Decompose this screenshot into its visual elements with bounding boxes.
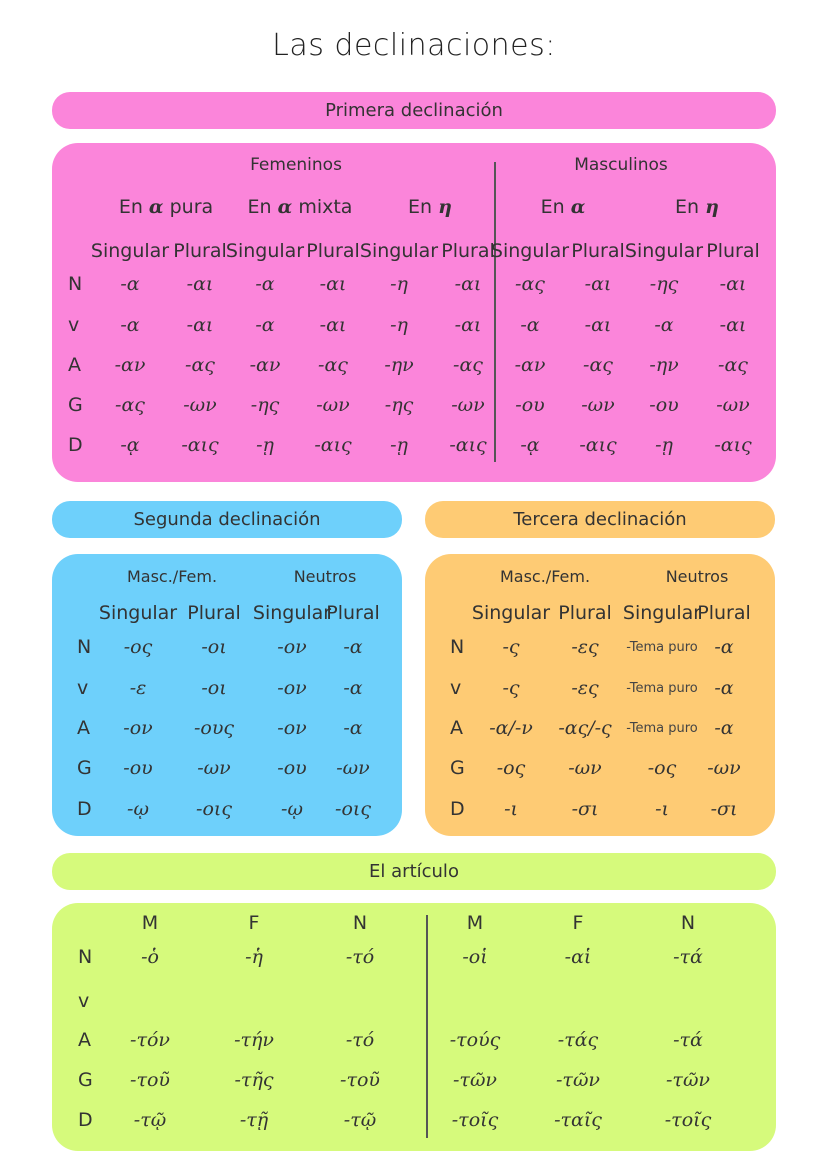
number-label: Plural <box>697 602 751 624</box>
case-label: D <box>77 798 92 820</box>
ending-cell: -α <box>714 717 734 739</box>
article-cell: -τά <box>673 1029 703 1051</box>
ending-cell: -ων <box>183 394 217 416</box>
masc-fem-label: Masc./Fem. <box>126 567 218 586</box>
group-label: En α <box>540 196 586 218</box>
group-label: En α pura <box>118 196 214 218</box>
article-cell: -τάς <box>557 1029 599 1051</box>
case-label: A <box>78 1029 91 1051</box>
second-declension-header: Segunda declinación <box>52 501 402 538</box>
ending-cell: -ῳ <box>127 798 149 820</box>
ending-cell: -ος <box>123 636 153 658</box>
ending-cell: -αι <box>454 273 482 295</box>
case-label: v <box>450 677 462 699</box>
ending-cell: -σι <box>710 798 738 820</box>
article-cell: -τῷ <box>133 1109 167 1131</box>
ending-cell: -ου <box>649 394 679 416</box>
ending-cell: -ς <box>502 636 520 658</box>
ending-cell: -αι <box>584 273 612 295</box>
number-label: Singular <box>225 240 305 262</box>
number-label: Singular <box>90 240 170 262</box>
article-cell: -αἱ <box>564 946 592 968</box>
ending-cell: -οι <box>201 677 227 699</box>
ending-cell: -αι <box>584 314 612 336</box>
ending-cell: -αις <box>449 434 487 456</box>
number-label: Singular <box>98 602 178 624</box>
ending-cell: -ῃ <box>256 434 274 456</box>
ending-cell: -αις <box>714 434 752 456</box>
ending-cell: -αις <box>181 434 219 456</box>
ending-cell: -α <box>714 677 734 699</box>
article-cell: -ὁ <box>141 946 159 968</box>
article-cell: -τήν <box>234 1029 274 1051</box>
article-cell: -τῇ <box>239 1109 269 1131</box>
ending-cell: -ες <box>571 636 599 658</box>
number-label: Plural <box>306 240 360 262</box>
ending-cell: -ων <box>707 757 741 779</box>
ending-cell: -α <box>714 636 734 658</box>
ending-cell: -α <box>520 314 540 336</box>
ending-cell: -σι <box>571 798 599 820</box>
ending-cell: -ον <box>277 636 307 658</box>
ending-cell: -ῃ <box>655 434 673 456</box>
case-label: v <box>78 990 90 1012</box>
ending-cell: -ᾳ <box>120 434 140 456</box>
ending-cell: -α/-ν <box>489 717 533 739</box>
ending-cell: -οι <box>201 636 227 658</box>
case-label: N <box>77 636 92 658</box>
case-label: N <box>78 946 93 968</box>
number-label: Plural <box>706 240 760 262</box>
ending-cell: -ον <box>277 677 307 699</box>
article-cell: -τόν <box>130 1029 170 1051</box>
ending-cell: -αι <box>186 314 214 336</box>
article-cell: -τό <box>345 1029 375 1051</box>
ending-cell: -ος <box>496 757 526 779</box>
case-label: D <box>450 798 465 820</box>
number-label: Singular <box>359 240 439 262</box>
gender-label: M <box>141 912 159 934</box>
article-cell: -τοῦ <box>130 1069 170 1091</box>
ending-cell: -ι <box>655 798 669 820</box>
ending-cell: -ων <box>451 394 485 416</box>
article-divider <box>426 915 428 1138</box>
article-cell: -τά <box>673 946 703 968</box>
article-cell: -οἱ <box>462 946 488 968</box>
article-cell: -τῆς <box>234 1069 274 1091</box>
article-header: El artículo <box>52 853 776 890</box>
masculine-label: Masculinos <box>574 155 668 175</box>
ending-cell: -ων <box>316 394 350 416</box>
ending-cell: -ες <box>571 677 599 699</box>
case-label: N <box>68 273 83 295</box>
article-cell: -τῶν <box>453 1069 497 1091</box>
ending-cell: -ας <box>185 354 215 376</box>
ending-cell: -α <box>255 273 275 295</box>
neuter-label: Neutros <box>293 567 357 586</box>
ending-cell: -ας <box>318 354 348 376</box>
case-label: D <box>78 1109 93 1131</box>
ending-cell: -ης <box>384 394 414 416</box>
article-cell: -τοῖς <box>451 1109 499 1131</box>
ending-cell: -αι <box>186 273 214 295</box>
article-cell: -ἡ <box>245 946 263 968</box>
case-label: A <box>68 354 81 376</box>
ending-cell: -η <box>390 314 408 336</box>
third-declension-header: Tercera declinación <box>425 501 775 538</box>
ending-cell: -ην <box>649 354 679 376</box>
group-label: En η <box>408 196 452 218</box>
ending-cell: -ε <box>129 677 147 699</box>
case-label: G <box>78 1069 93 1091</box>
gender-label: N <box>352 912 368 934</box>
ending-cell: -ον <box>123 717 153 739</box>
ending-cell: -ου <box>277 757 307 779</box>
ending-cell: -ας <box>718 354 748 376</box>
number-label: Singular <box>252 602 332 624</box>
number-label: Singular <box>490 240 570 262</box>
ending-cell: -α <box>255 314 275 336</box>
gender-label: F <box>572 912 584 934</box>
neuter-label: Neutros <box>665 567 729 586</box>
ending-cell: -ας/-ς <box>558 717 612 739</box>
ending-cell: -Tema puro <box>626 721 698 736</box>
group-label: En η <box>675 196 719 218</box>
number-label: Plural <box>441 240 495 262</box>
ending-cell: -ῳ <box>281 798 303 820</box>
number-label: Plural <box>326 602 380 624</box>
ending-cell: -οις <box>335 798 371 820</box>
ending-cell: -αις <box>579 434 617 456</box>
ending-cell: -αι <box>719 273 747 295</box>
masc-fem-label: Masc./Fem. <box>499 567 591 586</box>
number-label: Plural <box>558 602 612 624</box>
article-cell: -ταῖς <box>554 1109 602 1131</box>
gender-label: M <box>466 912 484 934</box>
ending-cell: -ον <box>277 717 307 739</box>
ending-cell: -ων <box>197 757 231 779</box>
ending-cell: -ων <box>568 757 602 779</box>
article-cell: -τό <box>345 946 375 968</box>
case-label: D <box>68 434 83 456</box>
ending-cell: -ς <box>502 677 520 699</box>
number-label: Plural <box>571 240 625 262</box>
ending-cell: -ου <box>123 757 153 779</box>
ending-cell: -ας <box>115 394 145 416</box>
ending-cell: -αι <box>319 273 347 295</box>
feminine-label: Femeninos <box>250 155 342 175</box>
group-label: En α mixta <box>247 196 353 218</box>
case-label: N <box>450 636 465 658</box>
ending-cell: -ους <box>193 717 235 739</box>
page-title: Las declinaciones: <box>272 28 556 63</box>
ending-cell: -Tema puro <box>626 681 698 696</box>
ending-cell: -Tema puro <box>626 640 698 655</box>
ending-cell: -ης <box>649 273 679 295</box>
ending-cell: -ων <box>581 394 615 416</box>
ending-cell: -ων <box>336 757 370 779</box>
case-label: A <box>450 717 463 739</box>
article-cell: -τῶν <box>666 1069 710 1091</box>
gender-label: F <box>248 912 260 934</box>
ending-cell: -η <box>390 273 408 295</box>
first-declension-divider <box>494 162 496 462</box>
ending-cell: -αν <box>249 354 281 376</box>
ending-cell: -α <box>343 677 363 699</box>
case-label: G <box>450 757 465 779</box>
ending-cell: -ων <box>716 394 750 416</box>
number-label: Singular <box>471 602 551 624</box>
ending-cell: -α <box>343 636 363 658</box>
case-label: v <box>68 314 80 336</box>
number-label: Singular <box>622 602 702 624</box>
ending-cell: -ᾳ <box>520 434 540 456</box>
ending-cell: -αι <box>454 314 482 336</box>
number-label: Singular <box>624 240 704 262</box>
ending-cell: -ῃ <box>390 434 408 456</box>
ending-cell: -α <box>343 717 363 739</box>
ending-cell: -α <box>120 273 140 295</box>
ending-cell: -οις <box>196 798 232 820</box>
case-label: v <box>77 677 89 699</box>
number-label: Plural <box>173 240 227 262</box>
ending-cell: -ης <box>250 394 280 416</box>
article-cell: -τούς <box>449 1029 501 1051</box>
first-declension-panel <box>52 143 776 482</box>
ending-cell: -αι <box>319 314 347 336</box>
ending-cell: -α <box>654 314 674 336</box>
ending-cell: -α <box>120 314 140 336</box>
case-label: A <box>77 717 90 739</box>
ending-cell: -ην <box>384 354 414 376</box>
ending-cell: -ας <box>453 354 483 376</box>
ending-cell: -ου <box>515 394 545 416</box>
ending-cell: -αν <box>114 354 146 376</box>
article-cell: -τῶν <box>556 1069 600 1091</box>
ending-cell: -ας <box>515 273 545 295</box>
article-cell: -τῷ <box>343 1109 377 1131</box>
ending-cell: -ας <box>583 354 613 376</box>
case-label: G <box>68 394 83 416</box>
ending-cell: -αι <box>719 314 747 336</box>
ending-cell: -ι <box>504 798 518 820</box>
number-label: Plural <box>187 602 241 624</box>
ending-cell: -ος <box>647 757 677 779</box>
article-cell: -τοῦ <box>340 1069 380 1091</box>
gender-label: N <box>680 912 696 934</box>
ending-cell: -αν <box>514 354 546 376</box>
ending-cell: -αις <box>314 434 352 456</box>
article-cell: -τοῖς <box>664 1109 712 1131</box>
case-label: G <box>77 757 92 779</box>
first-declension-header: Primera declinación <box>52 92 776 129</box>
